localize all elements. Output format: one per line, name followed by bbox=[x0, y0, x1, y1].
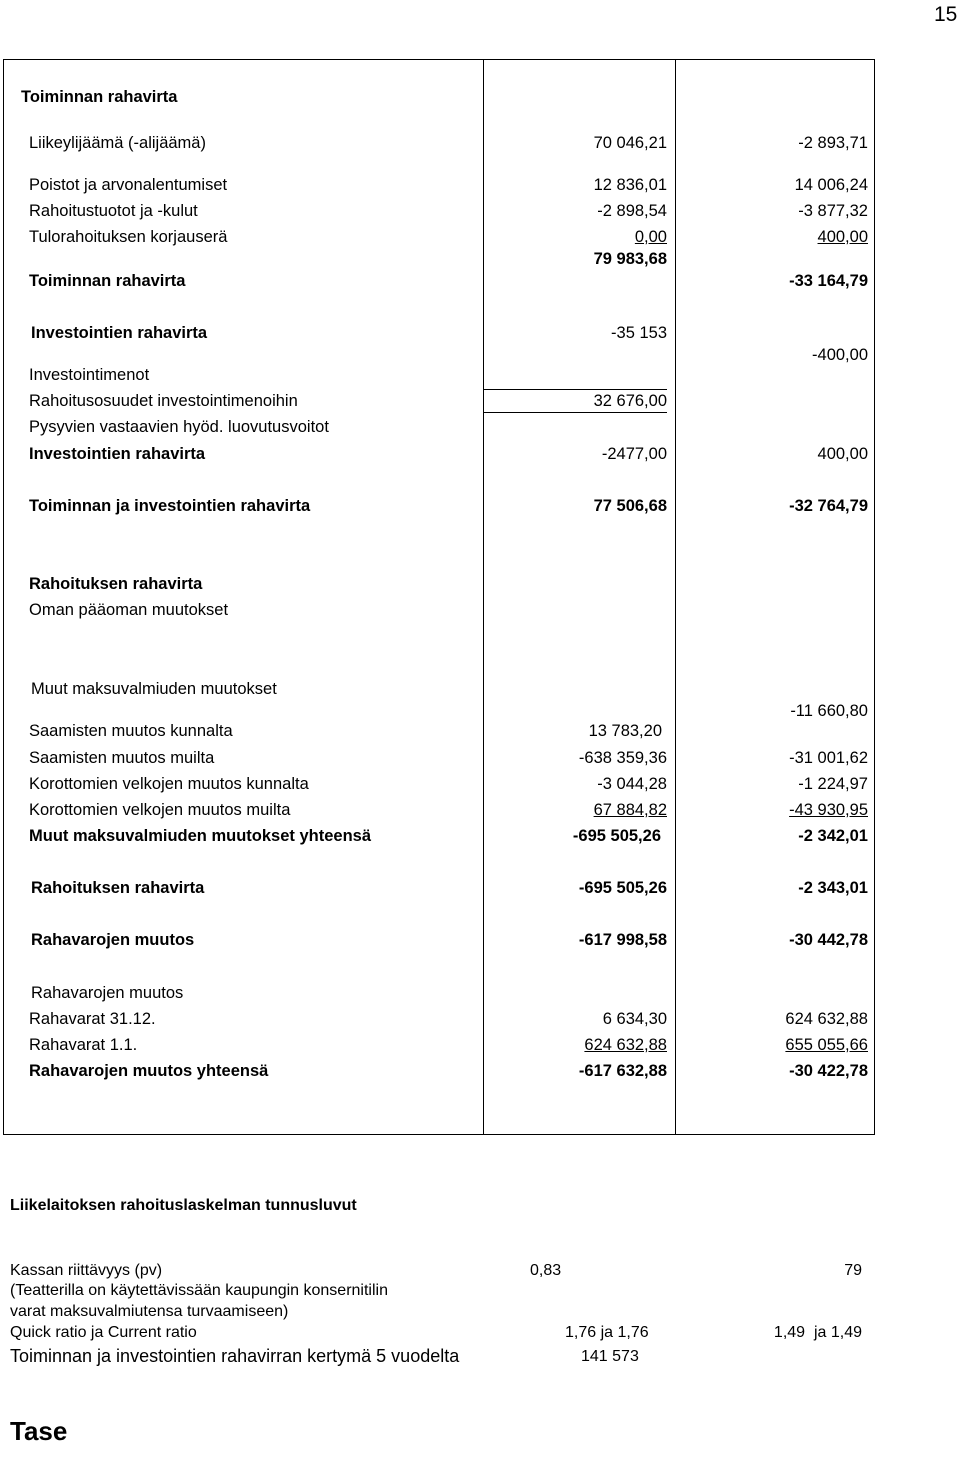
row-value-previous: 14 006,24 bbox=[794, 176, 868, 194]
row-label: Liikeylijäämä (-alijäämä) bbox=[29, 134, 206, 152]
key-figure-note: varat maksuvalmiutensa turvaamiseen) bbox=[10, 1303, 289, 1320]
financing-total-label: Rahoituksen rahavirta bbox=[31, 879, 205, 897]
cash-change-total-previous: -30 422,78 bbox=[789, 1062, 868, 1080]
operating-section-title: Toiminnan rahavirta bbox=[21, 88, 178, 106]
other-liquidity-total-label: Muut maksuvalmiuden muutokset yhteensä bbox=[29, 827, 371, 845]
investment-total-label: Investointien rahavirta bbox=[29, 445, 206, 463]
row-value-previous: -2 893,71 bbox=[798, 134, 868, 152]
row-value-current: 13 783,20 bbox=[588, 722, 662, 740]
investment-section-title: Investointien rahavirta bbox=[31, 324, 208, 342]
row-label: Rahavarat 31.12. bbox=[29, 1010, 156, 1028]
key-figure-value-previous: 79 bbox=[844, 1262, 862, 1279]
page-number: 15 bbox=[934, 3, 958, 26]
other-liquidity-title: Muut maksuvalmiuden muutokset bbox=[31, 680, 277, 698]
row-value-current: -3 044,28 bbox=[597, 775, 667, 793]
row-value-current: -2 898,54 bbox=[597, 202, 667, 220]
row-value-current: 0,00 bbox=[634, 228, 667, 246]
section-heading-tase: Tase bbox=[10, 1416, 68, 1446]
row-value-current: -638 359,36 bbox=[578, 749, 667, 767]
row-label: Rahoitusosuudet investointimenoihin bbox=[29, 392, 298, 410]
ops-inv-total-previous: -32 764,79 bbox=[789, 497, 868, 515]
separator-line bbox=[484, 412, 667, 413]
row-label: Saamisten muutos kunnalta bbox=[29, 722, 233, 740]
ops-inv-total-label: Toiminnan ja investointien rahavirta bbox=[29, 497, 311, 515]
investment-total-previous: 400,00 bbox=[817, 445, 868, 463]
key-figure-label: Kassan riittävyys (pv) bbox=[10, 1262, 163, 1279]
key-figure-value-current: 141 573 bbox=[581, 1348, 639, 1365]
row-value-previous: -43 930,95 bbox=[789, 801, 868, 819]
column-divider-2 bbox=[675, 59, 676, 1135]
row-value-previous: 400,00 bbox=[817, 228, 868, 246]
cash-change-section-title: Rahavarojen muutos bbox=[31, 984, 184, 1002]
operating-total-label: Toiminnan rahavirta bbox=[29, 272, 186, 290]
key-figure-label: Toiminnan ja investointien rahavirran kertymä 5 vuodelta bbox=[10, 1346, 460, 1366]
row-value-current: 67 884,82 bbox=[593, 801, 667, 819]
row-value-previous: -400,00 bbox=[812, 346, 868, 364]
operating-total-current: 79 983,68 bbox=[593, 250, 667, 268]
key-figure-value-current: 0,83 bbox=[530, 1262, 562, 1279]
row-label: Korottomien velkojen muutos kunnalta bbox=[29, 775, 309, 793]
row-value-previous: -11 660,80 bbox=[790, 702, 868, 720]
cash-change-total-label: Rahavarojen muutos yhteensä bbox=[29, 1062, 269, 1080]
row-value-current: 70 046,21 bbox=[593, 134, 667, 152]
key-figure-label: Quick ratio ja Current ratio bbox=[10, 1324, 197, 1341]
row-value-current: 624 632,88 bbox=[584, 1036, 667, 1054]
row-value-previous: -3 877,32 bbox=[798, 202, 868, 220]
row-label: Rahoitustuotot ja -kulut bbox=[29, 202, 198, 220]
cashflow-table bbox=[3, 59, 875, 1135]
row-label: Saamisten muutos muilta bbox=[29, 749, 215, 767]
key-figure-value-current: 1,76 ja 1,76 bbox=[565, 1324, 649, 1341]
row-label: Investointimenot bbox=[29, 366, 150, 384]
cash-change-current: -617 998,58 bbox=[578, 931, 667, 949]
row-value-previous: -1 224,97 bbox=[798, 775, 868, 793]
ops-inv-total-current: 77 506,68 bbox=[593, 497, 667, 515]
row-value-previous: 624 632,88 bbox=[785, 1010, 868, 1028]
row-label: Tulorahoituksen korjauserä bbox=[29, 228, 228, 246]
separator-line bbox=[484, 389, 667, 390]
row-value-current: 6 634,30 bbox=[602, 1010, 667, 1028]
investment-total-current: -2477,00 bbox=[601, 445, 667, 463]
row-value-current: 12 836,01 bbox=[593, 176, 667, 194]
cash-change-total-current: -617 632,88 bbox=[578, 1062, 667, 1080]
row-label: Korottomien velkojen muutos muilta bbox=[29, 801, 291, 819]
column-divider-1 bbox=[483, 59, 484, 1135]
other-liquidity-total-current: -695 505,26 bbox=[572, 827, 661, 845]
key-figure-note: (Teatterilla on käytettävissään kaupungin konsernitilin bbox=[10, 1282, 388, 1299]
key-figures-title: Liikelaitoksen rahoituslaskelman tunnusluvut bbox=[10, 1197, 357, 1214]
cash-change-previous: -30 442,78 bbox=[789, 931, 868, 949]
financing-total-current: -695 505,26 bbox=[578, 879, 667, 897]
operating-total-previous: -33 164,79 bbox=[789, 272, 868, 290]
row-value-current: 32 676,00 bbox=[593, 392, 667, 410]
row-label: Poistot ja arvonalentumiset bbox=[29, 176, 228, 194]
financing-total-previous: -2 343,01 bbox=[798, 879, 868, 897]
row-label: Rahavarat 1.1. bbox=[29, 1036, 138, 1054]
equity-changes-label: Oman pääoman muutokset bbox=[29, 601, 229, 619]
row-value-previous: 655 055,66 bbox=[785, 1036, 868, 1054]
row-value-previous: -31 001,62 bbox=[789, 749, 868, 767]
financing-section-title: Rahoituksen rahavirta bbox=[29, 575, 203, 593]
other-liquidity-total-previous: -2 342,01 bbox=[798, 827, 868, 845]
cash-change-label: Rahavarojen muutos bbox=[31, 931, 195, 949]
key-figure-value-previous: 1,49 ja 1,49 bbox=[773, 1324, 862, 1341]
row-label: Pysyvien vastaavien hyöd. luovutusvoitot bbox=[29, 418, 329, 436]
investment-section-value: -35 153 bbox=[611, 324, 667, 342]
